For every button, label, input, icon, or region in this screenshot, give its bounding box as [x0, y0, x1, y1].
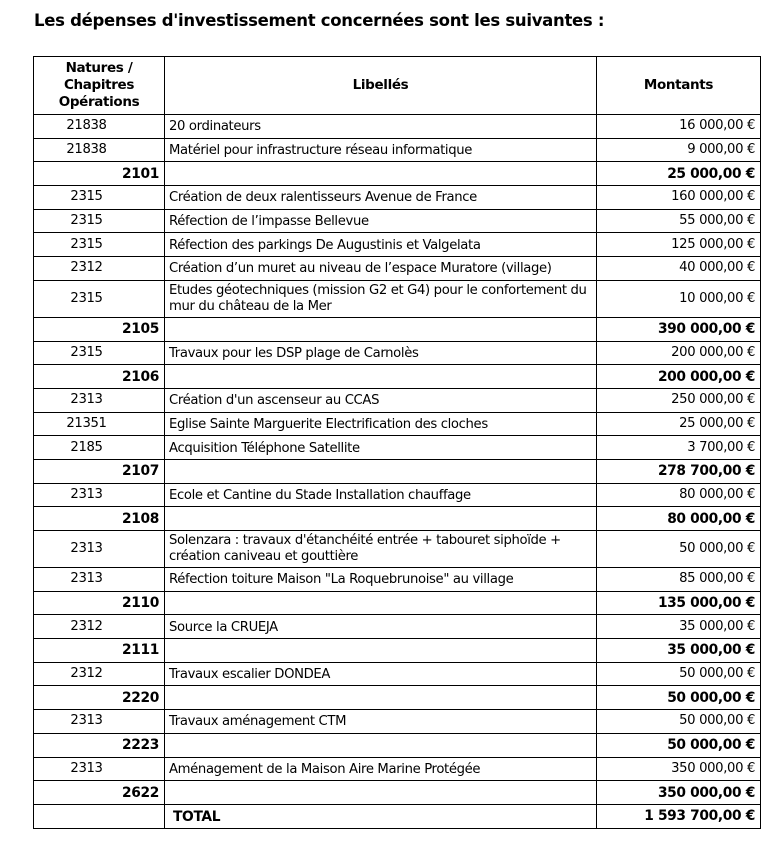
table-row: [34, 568, 761, 592]
cell-label: [165, 365, 597, 389]
cell-label: [165, 507, 597, 531]
cell-code: 2313: [34, 757, 165, 781]
cell-label: Ecole et Cantine du Stade Installation chauffage: [165, 483, 597, 507]
cell-code: 2313: [34, 388, 165, 412]
table-row: [34, 662, 761, 686]
cell-subtotal: 350 000,00 €: [597, 781, 761, 805]
table-row: [34, 436, 761, 460]
subtotal-row: [34, 459, 761, 483]
cell-label: [165, 591, 597, 615]
subtotal-row: [34, 317, 761, 341]
cell-code: 2312: [34, 257, 165, 281]
cell-amount: 160 000,00 €: [597, 186, 761, 210]
table-row: [34, 257, 761, 281]
cell-label: [165, 781, 597, 805]
cell-label: Matériel pour infrastructure réseau informatique: [165, 138, 597, 162]
subtotal-row: [34, 365, 761, 389]
header-line: Opérations: [58, 94, 140, 110]
subtotal-row: [34, 686, 761, 710]
cell-label: 20 ordinateurs: [165, 115, 597, 139]
table-row: [34, 209, 761, 233]
cell-chapter: 2223: [34, 733, 165, 757]
investment-expenses-table: [33, 56, 761, 829]
cell-label: Réfection de l’impasse Bellevue: [165, 209, 597, 233]
cell-subtotal: 50 000,00 €: [597, 733, 761, 757]
cell-label: Travaux pour les DSP plage de Carnolès: [165, 341, 597, 365]
cell-label: Création de deux ralentisseurs Avenue de France: [165, 186, 597, 210]
table-row: [34, 388, 761, 412]
table-row: [34, 233, 761, 257]
page-heading: Les dépenses d'investissement concernées sont les suivantes :: [34, 11, 605, 30]
cell-label: [165, 639, 597, 663]
cell-amount: 50 000,00 €: [597, 531, 761, 568]
subtotal-row: [34, 781, 761, 805]
table-header-row: [34, 57, 761, 115]
cell-subtotal: 80 000,00 €: [597, 507, 761, 531]
cell-amount: 125 000,00 €: [597, 233, 761, 257]
subtotal-row: [34, 639, 761, 663]
table-row: [34, 138, 761, 162]
cell-label: Création d’un muret au niveau de l’espace Muratore (village): [165, 257, 597, 281]
cell-amount: 350 000,00 €: [597, 757, 761, 781]
cell-chapter: 2108: [34, 507, 165, 531]
cell-label: Aménagement de la Maison Aire Marine Protégée: [165, 757, 597, 781]
cell-label: [165, 162, 597, 186]
cell-label: Eglise Sainte Marguerite Electrification des cloches: [165, 412, 597, 436]
cell-amount: 85 000,00 €: [597, 568, 761, 592]
table-row: [34, 186, 761, 210]
cell-chapter: 2101: [34, 162, 165, 186]
table-row: [34, 615, 761, 639]
cell-chapter: 2220: [34, 686, 165, 710]
cell-subtotal: 278 700,00 €: [597, 459, 761, 483]
cell-chapter: 2110: [34, 591, 165, 615]
cell-subtotal: 25 000,00 €: [597, 162, 761, 186]
cell-amount: 50 000,00 €: [597, 662, 761, 686]
cell-code: 2315: [34, 341, 165, 365]
subtotal-row: [34, 733, 761, 757]
cell-chapter: 2106: [34, 365, 165, 389]
header-line: Chapitres: [63, 77, 135, 93]
table-row: [34, 412, 761, 436]
cell-code: 2315: [34, 186, 165, 210]
cell-label: Réfection des parkings De Augustinis et Valgelata: [165, 233, 597, 257]
table-body: [34, 115, 761, 829]
table-row: [34, 483, 761, 507]
cell-code: 2315: [34, 209, 165, 233]
cell-code: 2313: [34, 483, 165, 507]
cell-label: [165, 317, 597, 341]
subtotal-row: [34, 507, 761, 531]
cell-chapter: 2107: [34, 459, 165, 483]
cell-chapter: 2622: [34, 781, 165, 805]
cell-subtotal: 135 000,00 €: [597, 591, 761, 615]
cell-chapter: 2111: [34, 639, 165, 663]
cell-code: 21838: [34, 115, 165, 139]
cell-amount: 3 700,00 €: [597, 436, 761, 460]
table-row: [34, 280, 761, 317]
cell-label: Travaux aménagement CTM: [165, 710, 597, 734]
cell-label: [165, 459, 597, 483]
header-libelles: Libellés: [165, 57, 597, 115]
cell-amount: 35 000,00 €: [597, 615, 761, 639]
header-natures-chapitres: [34, 57, 165, 115]
cell-amount: 10 000,00 €: [597, 280, 761, 317]
cell-code: 2313: [34, 710, 165, 734]
cell-label: Solenzara : travaux d'étanchéité entrée + tabouret siphoïde + création caniveau et gouttière: [165, 531, 597, 568]
cell-code: 21838: [34, 138, 165, 162]
cell-amount: 25 000,00 €: [597, 412, 761, 436]
cell-code: 2315: [34, 233, 165, 257]
cell-code: 2312: [34, 662, 165, 686]
cell-code: 2313: [34, 568, 165, 592]
header-montants: Montants: [597, 57, 761, 115]
cell-total-label: TOTAL: [165, 804, 597, 828]
cell-label: Réfection toiture Maison "La Roquebrunoise" au village: [165, 568, 597, 592]
cell-amount: 80 000,00 €: [597, 483, 761, 507]
cell-label: [165, 733, 597, 757]
table-row: [34, 710, 761, 734]
subtotal-row: [34, 591, 761, 615]
cell-subtotal: 50 000,00 €: [597, 686, 761, 710]
cell-amount: 50 000,00 €: [597, 710, 761, 734]
cell-subtotal: 35 000,00 €: [597, 639, 761, 663]
cell-code: 2185: [34, 436, 165, 460]
cell-amount: 250 000,00 €: [597, 388, 761, 412]
cell-total-code: [34, 804, 165, 828]
cell-amount: 55 000,00 €: [597, 209, 761, 233]
cell-code: 21351: [34, 412, 165, 436]
table-row: [34, 531, 761, 568]
cell-label: Etudes géotechniques (mission G2 et G4) pour le confortement du mur du château de la Mer: [165, 280, 597, 317]
cell-amount: 16 000,00 €: [597, 115, 761, 139]
cell-total-amount: 1 593 700,00 €: [597, 804, 761, 828]
cell-label: Travaux escalier DONDEA: [165, 662, 597, 686]
cell-code: 2315: [34, 280, 165, 317]
cell-chapter: 2105: [34, 317, 165, 341]
table-row: [34, 341, 761, 365]
cell-code: 2313: [34, 531, 165, 568]
header-line: Natures /: [65, 60, 133, 76]
cell-amount: 40 000,00 €: [597, 257, 761, 281]
subtotal-row: [34, 162, 761, 186]
cell-label: Acquisition Téléphone Satellite: [165, 436, 597, 460]
cell-label: Source la CRUEJA: [165, 615, 597, 639]
cell-label: Création d'un ascenseur au CCAS: [165, 388, 597, 412]
cell-subtotal: 390 000,00 €: [597, 317, 761, 341]
cell-subtotal: 200 000,00 €: [597, 365, 761, 389]
cell-code: 2312: [34, 615, 165, 639]
cell-amount: 200 000,00 €: [597, 341, 761, 365]
cell-label: [165, 686, 597, 710]
table-row: [34, 757, 761, 781]
table-row: [34, 115, 761, 139]
total-row: [34, 804, 761, 828]
cell-amount: 9 000,00 €: [597, 138, 761, 162]
